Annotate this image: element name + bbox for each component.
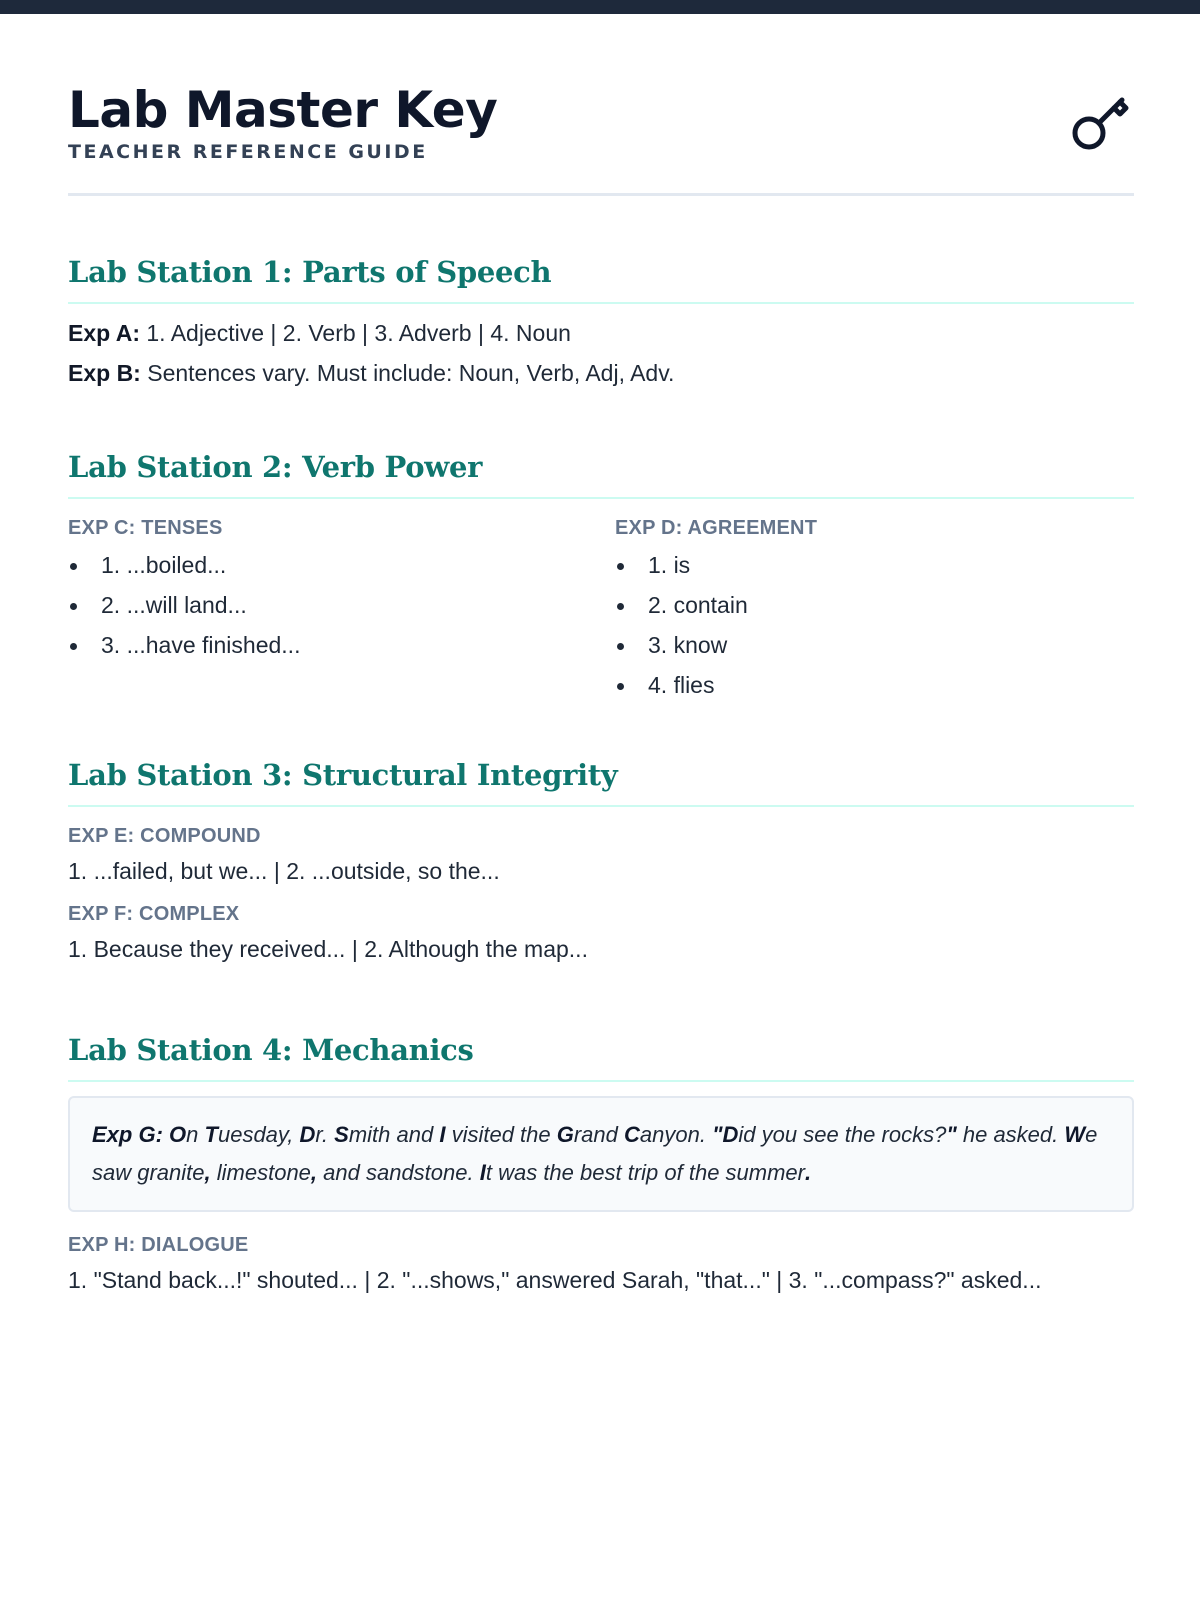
station-1-title: Lab Station 1: Parts of Speech: [68, 252, 1134, 304]
station-4-title: Lab Station 4: Mechanics: [68, 1030, 1134, 1082]
exp-d-label: EXP D: AGREEMENT: [615, 517, 818, 539]
exp-b-text: Sentences vary. Must include: Noun, Verb, Adj, Adv.: [147, 360, 675, 386]
text-segment: he asked.: [956, 1122, 1065, 1147]
exp-e-text: 1. ...failed, but we... | 2. ...outside, so the...: [68, 858, 500, 884]
list-item: 2. ...will land...: [68, 585, 568, 625]
exp-g-label: Exp G:: [92, 1122, 163, 1147]
corrected-char: ,: [310, 1160, 318, 1185]
exp-b-line: [68, 353, 1134, 393]
exp-g-text: [92, 1122, 1097, 1185]
list-item: 4. flies: [615, 665, 1115, 705]
station-2-section: [68, 447, 1134, 715]
exp-d-list: [615, 545, 1115, 705]
exp-f-text: 1. Because they received... | 2. Although the map...: [68, 936, 588, 962]
page-title: Lab Master Key: [68, 81, 498, 139]
text-segment: id you see the rocks?: [738, 1122, 947, 1147]
text-segment: e saw granite: [92, 1122, 1098, 1185]
list-item: 2. contain: [615, 585, 1115, 625]
corrected-char: O: [169, 1122, 187, 1147]
corrected-char: T: [204, 1122, 218, 1147]
page: [68, 0, 1134, 1293]
key-icon: [1070, 90, 1134, 154]
exp-g-callout: [68, 1096, 1134, 1212]
list-item: 1. ...boiled...: [68, 545, 568, 585]
corrected-char: D: [299, 1122, 316, 1147]
exp-h-label: EXP H: DIALOGUE: [68, 1234, 249, 1256]
exp-d-column: [615, 515, 1115, 705]
list-item: 3. ...have finished...: [68, 625, 568, 665]
station-3-title: Lab Station 3: Structural Integrity: [68, 755, 1134, 807]
text-segment: visited the: [445, 1122, 557, 1147]
list-item: 1. is: [615, 545, 1115, 585]
text-segment: n: [186, 1122, 205, 1147]
corrected-char: ,: [204, 1160, 211, 1185]
exp-e-label: EXP E: COMPOUND: [68, 825, 261, 847]
station-2-title: Lab Station 2: Verb Power: [68, 447, 1134, 499]
verb-columns: [68, 515, 1134, 715]
exp-a-line: [68, 313, 1134, 353]
exp-f-label: EXP F: COMPLEX: [68, 903, 240, 925]
list-item: 3. know: [615, 625, 1115, 665]
exp-a-label: Exp A:: [68, 320, 140, 346]
corrected-char: ": [946, 1122, 957, 1147]
text-segment: uesday,: [217, 1122, 300, 1147]
station-4-section: [68, 1030, 1134, 1300]
text-segment: and sandstone.: [317, 1160, 480, 1185]
corrected-char: G: [556, 1122, 574, 1147]
page-subtitle: TEACHER REFERENCE GUIDE: [68, 141, 428, 163]
station-3-section: [68, 755, 1134, 969]
text-segment: mith and: [348, 1122, 440, 1147]
exp-c-column: [68, 515, 568, 665]
text-segment: r.: [315, 1122, 335, 1147]
corrected-char: C: [624, 1122, 640, 1147]
text-segment: rand: [573, 1122, 625, 1147]
header: [68, 0, 1134, 196]
corrected-char: .: [805, 1160, 812, 1185]
corrected-char: I: [439, 1122, 446, 1147]
exp-b-label: Exp B:: [68, 360, 141, 386]
text-segment: limestone: [210, 1160, 311, 1185]
exp-h-text: 1. "Stand back...!" shouted... | 2. "...shows," answered Sarah, "that..." | 3. "...compass?" asked...: [68, 1267, 1042, 1293]
text-segment: t was the best trip of the summer: [485, 1160, 805, 1185]
corrected-char: "D: [712, 1122, 739, 1147]
text-segment: anyon.: [639, 1122, 713, 1147]
exp-a-text: 1. Adjective | 2. Verb | 3. Adverb | 4. Noun: [146, 320, 571, 346]
corrected-char: I: [479, 1160, 486, 1185]
exp-c-label: EXP C: TENSES: [68, 517, 223, 539]
corrected-char: S: [334, 1122, 349, 1147]
corrected-char: W: [1064, 1122, 1086, 1147]
station-1-section: [68, 252, 1134, 393]
exp-c-list: [68, 545, 568, 665]
